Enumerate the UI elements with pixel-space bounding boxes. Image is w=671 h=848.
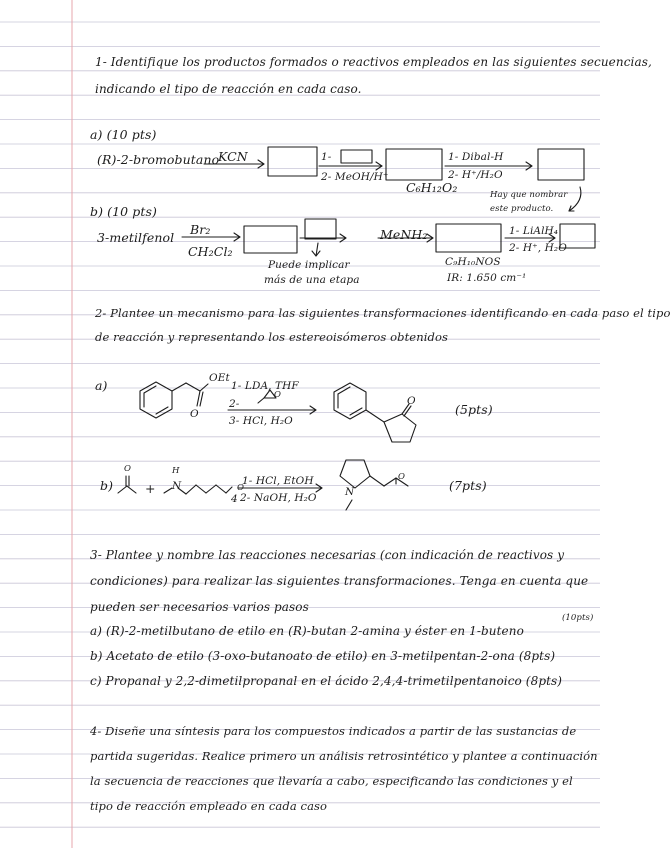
q3-item-b: b) Acetato de etilo (3-oxo-butanoato de etilo) en 3-metilpentan-2-ona (8pts) <box>90 649 556 663</box>
q2-heading-line1: 2- Plantee un mecanismo para las siguientes transformaciones identificando en cada paso el tipo <box>95 306 671 320</box>
q1-heading-line2: indicando el tipo de reacción en cada caso. <box>95 82 362 96</box>
q1b-note-line2: más de una etapa <box>264 274 360 286</box>
q2b-label: b) <box>100 478 114 493</box>
q2b-ketone-o: O <box>124 464 132 474</box>
q2b-h: H <box>172 466 180 476</box>
q1b-ir: IR: 1.650 cm⁻¹ <box>447 272 527 284</box>
q2a-reagent1: 1- LDA, THF <box>231 380 299 392</box>
q2a-label: a) <box>95 378 108 393</box>
q1a-formula: C₆H₁₂O₂ <box>406 180 458 195</box>
q3-line3: pueden ser necesarios varios pasos <box>90 600 309 614</box>
q1-heading-line1: 1- Identifique los productos formados o reactivos empleados en las siguientes secuencias, <box>95 55 652 69</box>
q1b-note-line1: Puede implicar <box>268 259 350 271</box>
q1a-reagent2-bottom: 2- MeOH/H⁺ <box>321 171 389 183</box>
q2a-lactone-carbonyl-o: O <box>407 395 416 407</box>
q2b-reagent1: 1- HCl, EtOH <box>242 475 314 487</box>
q2a-points: (5pts) <box>455 402 493 417</box>
q2b-reagent2: 2- NaOH, H₂O <box>240 492 317 504</box>
q2a-reagent3: 3- HCl, H₂O <box>229 415 293 427</box>
q2b-four: 4 <box>231 493 238 505</box>
q2a-carbonyl-o: O <box>190 408 199 420</box>
q1b-box-2 <box>436 224 501 252</box>
q1a-reagent-box <box>341 150 372 163</box>
q2b-plus: + <box>145 481 156 496</box>
q1a-reagent3-top: 1- Dibal-H <box>448 151 504 163</box>
q1b-formula: C₉H₁₀NOS <box>445 256 501 268</box>
q2a-reagent2: 2- <box>229 398 240 410</box>
q2a-reactant-structure <box>140 382 208 418</box>
q1b-starting-material: 3-metilfenol <box>97 230 175 245</box>
q2b-acetone <box>118 476 136 493</box>
q2b-product-n: N <box>345 486 355 498</box>
q3-line1: 3- Plantee y nombre las reacciones necesarias (con indicación de reactivos y <box>90 548 565 562</box>
q1a-note-line2: este producto. <box>490 204 554 214</box>
q2b-points: (7pts) <box>449 478 487 493</box>
q2a-product-structure <box>334 383 416 442</box>
q1a-starting-material: (R)-2-bromobutano <box>97 152 220 167</box>
q2b-aminoaldehyde <box>164 485 232 494</box>
q2b-n: N <box>172 480 182 492</box>
q3a-points: (10pts) <box>562 613 594 623</box>
q1b-reagent3-top: 1- LiAlH₄ <box>509 225 559 237</box>
q1b-reagent1-top: Br₂ <box>190 222 211 237</box>
q4-line2: partida sugeridas. Realice primero un análisis retrosintético y plantee a continuación <box>90 749 598 763</box>
q1b-box-1 <box>244 226 297 253</box>
q1b-reagent3-bottom: 2- H⁺, H₂O <box>509 242 567 254</box>
q2-heading-line2: de reacción y representando los estereoisómeros obtenidos <box>95 330 448 344</box>
q3-item-c: c) Propanal y 2,2-dimetilpropanal en el ácido 2,4,4-trimetilpentanoico (8pts) <box>90 674 563 688</box>
q2a-epoxide <box>258 390 276 403</box>
q1a-label: a) (10 pts) <box>90 127 157 142</box>
q1a-reagent-kcn: KCN <box>218 149 248 164</box>
q2a-oet: OEt <box>209 372 230 384</box>
q1b-box-3 <box>560 224 595 248</box>
q3-item-a: a) (R)-2-metilbutano de etilo en (R)-butan 2-amina y éster en 1-buteno <box>90 624 524 638</box>
q1a-box-1 <box>268 147 317 176</box>
q2b-product-o: O <box>398 472 406 482</box>
q1a-reagent2-top: 1- <box>321 151 332 163</box>
q3-line2: condiciones) para realizar las siguientes transformaciones. Tenga en cuenta que <box>90 574 589 588</box>
q4-line1: 4- Diseñe una síntesis para los compuestos indicados a partir de las sustancias de <box>90 724 577 738</box>
q4-line3: la secuencia de reacciones que llevaría a cabo, especificando las condiciones y el <box>90 774 573 788</box>
q2a-epoxide-o: O <box>274 390 282 400</box>
q1b-label: b) (10 pts) <box>90 204 158 219</box>
q1a-box-2 <box>386 149 442 180</box>
q1b-reagent-box <box>305 219 336 239</box>
q1b-reagent-menh2: MeNH₂ <box>380 227 428 242</box>
q2b-aldehyde-o: O <box>237 483 245 493</box>
q4-line4: tipo de reacción empleado en cada caso <box>90 799 328 813</box>
q1a-note-line1: Hay que nombrar <box>490 190 568 200</box>
q1b-reagent1-bottom: CH₂Cl₂ <box>188 244 233 259</box>
q1a-reagent3-bottom: 2- H⁺/H₂O <box>448 169 503 181</box>
q2b-product-structure <box>340 460 408 510</box>
q1a-box-3 <box>538 149 584 180</box>
